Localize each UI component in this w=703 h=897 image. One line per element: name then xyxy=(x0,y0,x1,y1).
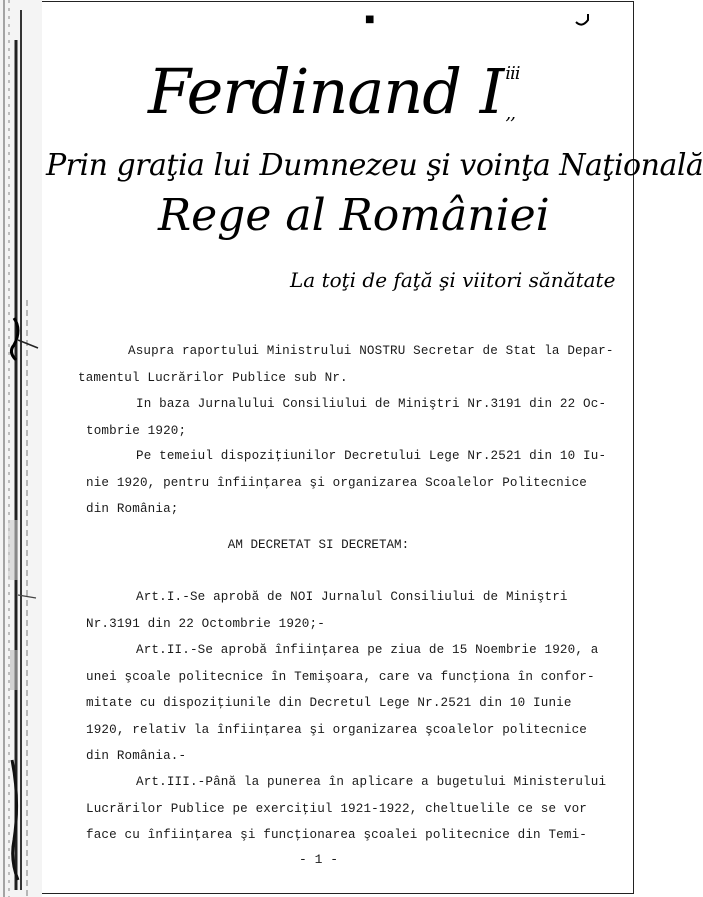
text-line: unei şcoale politecnice în Temişoara, care va funcţiona în confor- xyxy=(86,669,595,684)
text-line: Pe temeiul dispoziţiunilor Decretului Lege Nr.2521 din 10 Iu- xyxy=(136,449,607,463)
text-line: nie 1920, pentru înfiinţarea şi organizarea Scoalelor Politecnice xyxy=(86,475,587,490)
text-line: Art.II.-Se aprobă înfiinţarea pe ziua de 15 Noembrie 1920, a xyxy=(136,643,599,657)
heading-king: Ferdinand I $^{iii}_{,,}$ xyxy=(148,55,520,128)
text-line: din România; xyxy=(86,502,179,517)
text-line: In baza Jurnalului Consiliului de Miniştri Nr.3191 din 22 Oc- xyxy=(136,397,607,411)
page-number: - 1 - xyxy=(298,852,338,867)
heading-grace: Prin graţia lui Dumnezeu şi voinţa Naţională xyxy=(46,148,703,183)
article-1 xyxy=(88,584,628,637)
paragraph-temei xyxy=(88,443,628,523)
text-line: din România.- xyxy=(86,749,187,764)
heading-title: Rege al României xyxy=(158,190,550,241)
text-line: Nr.3191 din 22 Octombrie 1920;- xyxy=(86,616,325,631)
scan-squiggle xyxy=(572,10,592,30)
text-line: 1920, relativ la înfiinţarea şi organizarea şcoalelor politecnice xyxy=(86,722,587,737)
article-3 xyxy=(88,769,628,849)
paragraph-raport xyxy=(78,338,628,391)
scan-mark: ■ xyxy=(365,14,375,25)
text-line: Asupra raportului Ministrului NOSTRU Secretar de Stat la Depar- xyxy=(128,344,614,358)
text-line: Lucrărilor Publice pe exerciţiul 1921-1922, cheltuelile ce se vor xyxy=(86,801,587,816)
paragraph-jurnal xyxy=(88,391,628,444)
heading-greeting: La toţi de faţă şi viitori sănătate xyxy=(290,268,616,292)
text-line: tamentul Lucrărilor Publice sub Nr. xyxy=(78,370,348,385)
text-line: Art.III.-Până la punerea în aplicare a bugetului Ministerului xyxy=(136,775,607,789)
text-line: face cu înfiinţarea şi funcţionarea şcoalei politecnice din Temi- xyxy=(86,828,587,843)
text-line: Art.I.-Se aprobă de NOI Jurnalul Consiliului de Miniştri xyxy=(136,590,568,604)
article-2 xyxy=(88,637,628,770)
text-line: tombrie 1920; xyxy=(86,423,187,438)
text-line: mitate cu dispoziţiunile din Decretul Lege Nr.2521 din 10 Iunie xyxy=(86,696,572,711)
decree-heading: AM DECRETAT SI DECRETAM: xyxy=(227,538,410,552)
